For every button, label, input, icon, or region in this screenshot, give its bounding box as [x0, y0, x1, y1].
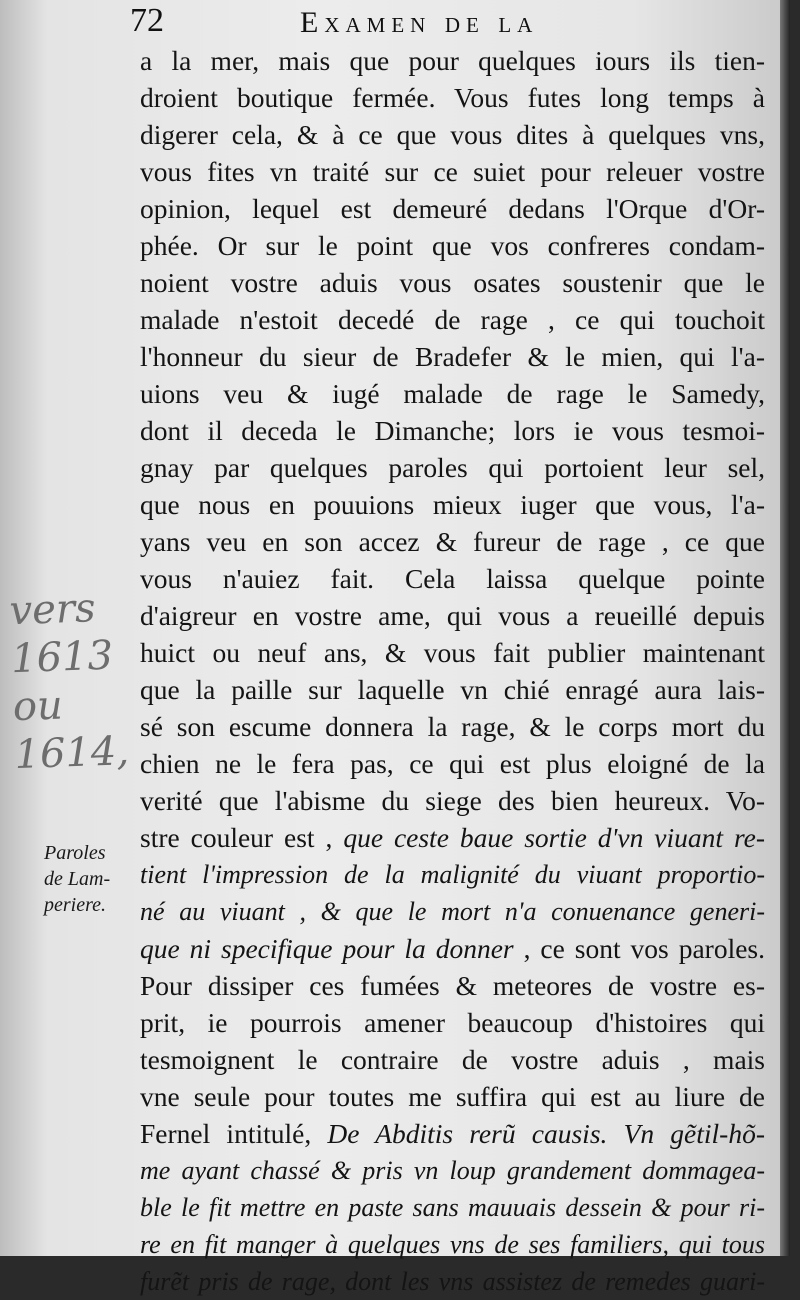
margin-note-line: periere. — [44, 894, 107, 916]
italic-run: De Abditis rerũ causis. Vn gẽtil-hõ- — [327, 1118, 765, 1149]
page-edge-shadow — [780, 0, 790, 1256]
text-line: gnay par quelques paroles qui portoient leur sel, — [140, 452, 765, 483]
text-line: opinion, lequel est demeuré dedans l'Orque d'Or- — [140, 193, 765, 224]
text-line: vous n'auiez fait. Cela laissa quelque pointe — [140, 563, 765, 594]
text-line: chien ne le fera pas, ce qui est plus eloigné de la — [140, 748, 765, 779]
text-line: tesmoignent le contraire de vostre aduis , mais — [140, 1044, 765, 1075]
italic-text-line: ble le fit mettre en paste sans mauuais dessein & pour ri- — [140, 1193, 765, 1222]
text-line: dont il deceda le Dimanche; lors ie vous tesmoi- — [140, 415, 765, 446]
italic-text-line: furẽt pris de rage, dont les vns assistez de remedes guari- — [140, 1267, 765, 1296]
handwritten-line: 1613 — [10, 632, 114, 683]
text-line-mixed — [140, 819, 765, 856]
text-line-mixed — [140, 930, 765, 967]
page-number: 72 — [130, 2, 164, 39]
text-line: phée. Or sur le point que vos confreres condam- — [140, 230, 765, 261]
text-line: huict ou neuf ans, & vous fait publier maintenant — [140, 637, 765, 668]
text-line: l'honneur du sieur de Bradefer & le mien, qui l'a- — [140, 341, 765, 372]
text-line: droient boutique fermée. Vous futes long temps à — [140, 82, 765, 113]
text-line: malade n'estoit decedé de rage , ce qui touchoit — [140, 304, 765, 335]
italic-text-line: né au viuant , & que le mort n'a conuenance generi- — [140, 897, 765, 926]
text-line: vne seule pour toutes me suffira qui est au liure de — [140, 1081, 765, 1112]
text-line: uions veu & iugé malade de rage le Samedy, — [140, 378, 765, 409]
text-line: que la paille sur laquelle vn chié enragé aura lais- — [140, 674, 765, 705]
text-line: sé son escume donnera la rage, & le corps mort du — [140, 711, 765, 742]
italic-run: que ceste baue sortie d'vn viuant re- — [343, 822, 766, 853]
text-line: verité que l'abisme du siege des bien heureux. Vo- — [140, 785, 765, 816]
text-line: vous fites vn traité sur ce suiet pour releuer vostre — [140, 156, 765, 187]
italic-text-line: re en fit manger à quelques vns de ses familiers, qui tous — [140, 1230, 765, 1259]
handwritten-margin-annotation — [9, 583, 141, 779]
roman-run: stre couleur est , — [140, 822, 333, 853]
printed-margin-note — [44, 840, 144, 918]
roman-run: Fernel intitulé, — [140, 1118, 312, 1149]
text-line: Pour dissiper ces fumées & meteores de vostre es- — [140, 970, 765, 1001]
handwritten-line: vers — [8, 585, 97, 635]
italic-text-line: me ayant chassé & pris vn loup grandement dommagea- — [140, 1156, 765, 1185]
text-line: yans veu en son accez & fureur de rage , ce que — [140, 526, 765, 557]
running-title: Examen de la — [300, 6, 539, 39]
main-text-block — [140, 42, 765, 1300]
text-line: prit, ie pourrois amener beaucoup d'histoires qui — [140, 1007, 765, 1038]
margin-note-line: de Lam- — [44, 868, 111, 890]
text-line: noient vostre aduis vous osates soustenir que le — [140, 267, 765, 298]
text-line: d'aigreur en vostre ame, qui vous a reueillé depuis — [140, 600, 765, 631]
roman-run: , ce sont vos paroles. — [523, 933, 765, 964]
italic-run: que ni specifique pour la donner — [140, 933, 514, 964]
handwritten-line: ou — [12, 682, 64, 731]
text-line-mixed — [140, 1115, 765, 1152]
text-line: digerer cela, & à ce que vous dites à quelques vns, — [140, 119, 765, 150]
text-line: a la mer, mais que pour quelques iours ils tien- — [140, 45, 765, 76]
handwritten-line: 1614, — [13, 728, 130, 779]
text-line: que nous en pouuions mieux iuger que vous, l'a- — [140, 489, 765, 520]
italic-text-line: tient l'impression de la malignité du viuant proportio- — [140, 860, 765, 889]
margin-note-line: Paroles — [44, 842, 106, 864]
